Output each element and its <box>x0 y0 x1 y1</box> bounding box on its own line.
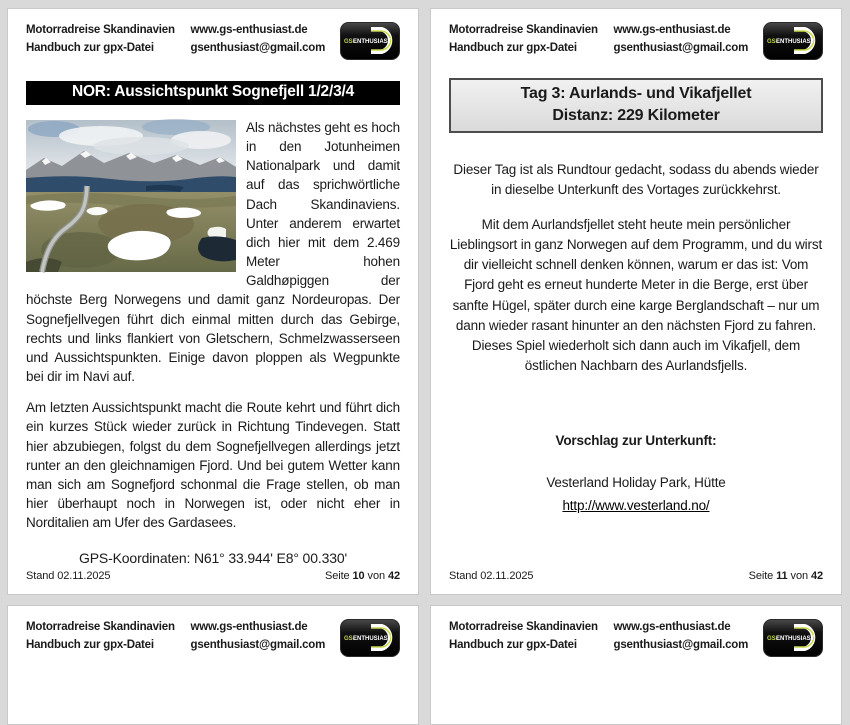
page-title-right <box>449 78 823 133</box>
page-13-partial <box>430 605 842 725</box>
header-product-line2: Handbuch zur gpx-Datei <box>26 41 154 54</box>
svg-text:GS-: GS- <box>767 636 778 642</box>
page-header <box>449 619 823 657</box>
gs-enthusiast-logo-icon <box>763 619 823 657</box>
header-product-line2: Handbuch zur gpx-Datei <box>26 638 154 651</box>
header-email: gsenthusiast@gmail.com <box>613 638 749 651</box>
accommodation-link[interactable]: http://www.vesterland.no/ <box>562 498 710 514</box>
header-contact <box>614 619 749 655</box>
page-footer <box>26 570 400 582</box>
header-product-line1: Motorradreise Skandinavien <box>449 621 598 633</box>
right-body <box>449 160 823 516</box>
header-product <box>449 22 599 58</box>
svg-text:ENTHUSIAST: ENTHUSIAST <box>353 39 392 45</box>
svg-text:GS-: GS- <box>767 39 778 45</box>
svg-text:GS-: GS- <box>344 636 355 642</box>
header-email: gsenthusiast@gmail.com <box>190 638 326 651</box>
page-11 <box>430 8 842 595</box>
accommodation-heading: Vorschlag zur Unterkunft: <box>555 432 717 448</box>
header-website: www.gs-enthusiast.de <box>190 24 308 36</box>
header-email: gsenthusiast@gmail.com <box>190 41 326 54</box>
header-website: www.gs-enthusiast.de <box>190 621 308 633</box>
left-body <box>26 118 400 532</box>
paragraph-2: Am letzten Aussichtspunkt macht die Route kehrt und führt dich ein kurzes Stück wieder zurück in Richtung Tindevegen. Statt hier abzubiegen, folgst du dem Sognefjellvegen allerdings jetzt runter an den gleichnamigen Fjord. Und bei gutem Wetter kann man sich am Sognefjord schonmal die Frage stellen, ob man hier überhaupt noch in Norwegen ist, oder nicht eher in Norditalien am Ufer des Gardasees. <box>26 400 400 531</box>
header-product <box>449 619 599 655</box>
header-email: gsenthusiast@gmail.com <box>613 41 749 54</box>
page-header <box>26 22 400 60</box>
page-title-left: NOR: Aussichtspunkt Sognefjell 1/2/3/4 <box>26 81 400 105</box>
footer-stand: Stand 02.11.2025 <box>26 570 111 582</box>
page-header <box>449 22 823 60</box>
header-product-line2: Handbuch zur gpx-Datei <box>449 41 577 54</box>
paragraph-1: Als nächstes geht es hoch in den Jotunheimen Nationalpark und damit auf das sprichwörtliche Dach Skandinaviens. Unter anderem erwartet dich hier mit dem 2.469 Meter hohen Galdhøpiggen der höchste Berg Norwegens und damit ganz Nordeuropas. Der Sognefjellvegen führt dich einmal mitten durch das Gebirge, rechts und links flankiert von Gletschern, Schmelzwasserseen und Aussichtspunkten. Einige davon ploppen als Wegpunkte bei dir im Navi auf. <box>26 120 400 385</box>
svg-text:GS-: GS- <box>344 39 355 45</box>
header-website: www.gs-enthusiast.de <box>613 24 731 36</box>
header-contact <box>614 22 749 58</box>
svg-text:ENTHUSIAST: ENTHUSIAST <box>776 636 815 642</box>
header-product-line2: Handbuch zur gpx-Datei <box>449 638 577 651</box>
header-product-line1: Motorradreise Skandinavien <box>449 24 598 36</box>
svg-text:ENTHUSIAST: ENTHUSIAST <box>353 636 392 642</box>
header-product <box>26 619 176 655</box>
paragraph-1: Dieser Tag ist als Rundtour gedacht, sodass du abends wieder in dieselbe Unterkunft des Vortages zurückkehrst. <box>453 162 819 198</box>
gps-coordinates: GPS-Koordinaten: N61° 33.944' E8° 00.330' <box>78 550 348 567</box>
page-header <box>26 619 400 657</box>
header-product-line1: Motorradreise Skandinavien <box>26 621 175 633</box>
header-product-line1: Motorradreise Skandinavien <box>26 24 175 36</box>
gs-enthusiast-logo-icon <box>340 619 400 657</box>
header-contact <box>191 619 326 655</box>
footer-page-number: Seite 11 von 42 <box>748 570 823 582</box>
gs-enthusiast-logo-icon <box>763 22 823 60</box>
footer-page-number: Seite 10 von 42 <box>324 570 400 582</box>
svg-text:ENTHUSIAST: ENTHUSIAST <box>776 39 815 45</box>
paragraph-2: Mit dem Aurlandsfjellet steht heute mein persönlicher Lieblingsort in ganz Norwegen auf dem Programm, und du wirst dir vielleicht schnell denken können, warum er das ist: Vom Fjord geht es erneut hunderte Meter in die Berge, erst über sanfte Hügel, später durch eine karge Berglandschaft – nur um dann wieder rasant hinunter an den nächsten Fjord zu fahren. Dieses Spiel wiederholt sich dann auch im Vikafjell, dem östlichen Nachbarn des Aurlandsfjells. <box>449 216 823 374</box>
page-footer <box>449 570 823 582</box>
page-12-partial <box>7 605 419 725</box>
next-page-spread <box>0 605 850 725</box>
header-product <box>26 22 176 58</box>
header-website: www.gs-enthusiast.de <box>613 621 731 633</box>
title-line2: Distanz: 229 Kilometer <box>552 106 720 124</box>
page-10 <box>7 8 419 595</box>
title-line1: Tag 3: Aurlands- und Vikafjellet <box>520 85 752 102</box>
accommodation-link-wrap <box>449 496 823 516</box>
header-contact <box>191 22 326 58</box>
landscape-photo <box>26 120 236 272</box>
gs-enthusiast-logo-icon <box>340 22 400 60</box>
footer-stand: Stand 02.11.2025 <box>449 570 534 582</box>
accommodation-name: Vesterland Holiday Park, Hütte <box>546 474 726 490</box>
